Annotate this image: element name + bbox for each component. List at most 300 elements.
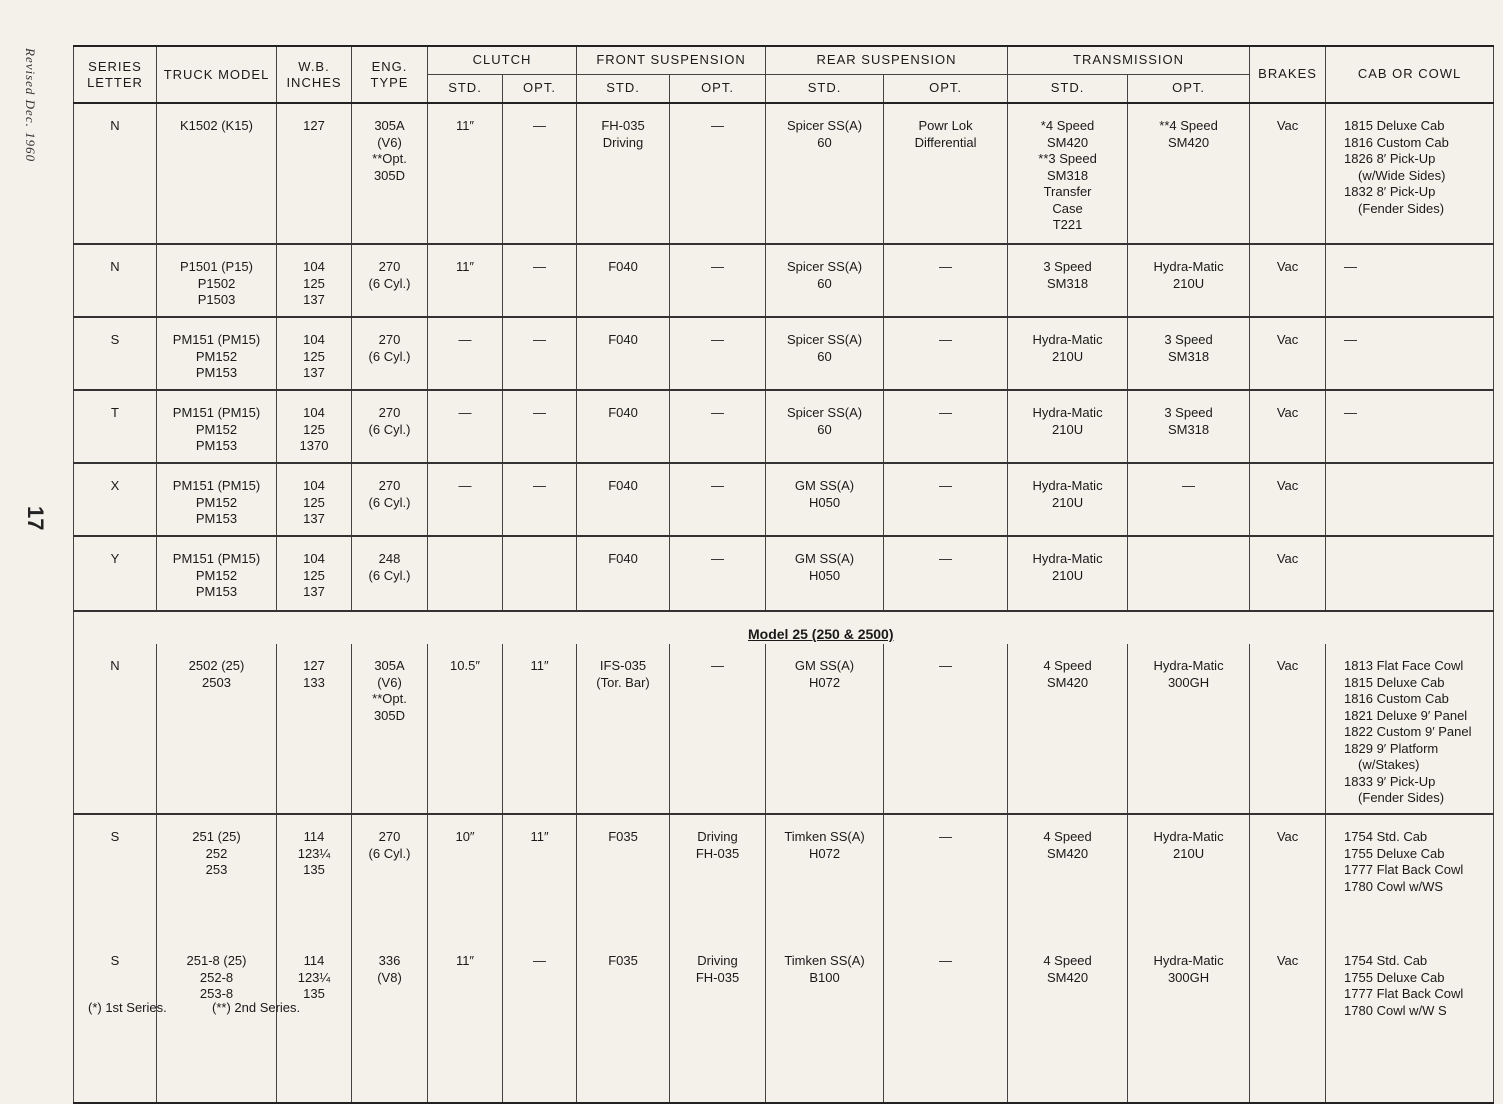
front-suspension-opt-value: —: [711, 405, 725, 420]
clutch-std-value: 11″: [455, 118, 475, 133]
truck-model-line: 251 (25): [192, 829, 241, 844]
cab-or-cowl-line: (Fender Sides): [1358, 200, 1445, 216]
cell-clutch-opt: [503, 644, 577, 814]
engine-type-line: **Opt.: [372, 691, 407, 706]
truck-model-line: 252-8: [199, 969, 234, 985]
cell-transmission-std: [1008, 939, 1128, 1103]
rear-suspension-std-line: Spicer SS(A): [786, 332, 863, 347]
header-clutch-std: STD.: [428, 75, 503, 104]
wheelbase-line: 125: [303, 567, 325, 583]
clutch-opt-value: 11″: [530, 658, 549, 673]
cell-wheelbase: [277, 244, 352, 317]
wheelbase-line: 114: [303, 953, 325, 968]
cell-rear-suspension-std: [766, 644, 884, 814]
series-letter-value: X: [110, 478, 120, 493]
wheelbase-line: 125: [303, 348, 325, 364]
cell-clutch-opt: [503, 814, 577, 939]
transmission-std-line: *4 Speed: [1040, 118, 1095, 133]
transmission-opt-line: Hydra-Matic: [1153, 259, 1224, 274]
rear-suspension-opt-line: —: [939, 551, 953, 566]
table-row: [74, 103, 1494, 244]
cab-or-cowl-line: 1832 8′ Pick-Up: [1344, 184, 1436, 199]
engine-type-line: (6 Cyl.): [368, 845, 411, 861]
header-wb-inches: W.B. INCHES: [277, 46, 352, 103]
transmission-std-line: SM420: [1046, 845, 1089, 861]
brakes-value: Vac: [1276, 259, 1299, 274]
cell-transmission-std: [1008, 317, 1128, 390]
cell-brakes: [1250, 317, 1326, 390]
footnote-second-series: (**) 2nd Series.: [212, 1000, 301, 1015]
cab-or-cowl-line: 1755 Deluxe Cab: [1344, 969, 1445, 985]
front-suspension-std-line: F040: [608, 405, 638, 420]
transmission-opt-line: 3 Speed: [1164, 405, 1213, 420]
cell-clutch-std: [428, 536, 503, 611]
cell-transmission-opt: [1128, 939, 1250, 1103]
page-number: 17: [23, 506, 48, 531]
cell-brakes: [1250, 244, 1326, 317]
cell-wheelbase: [277, 317, 352, 390]
header-clutch: CLUTCH: [428, 46, 577, 75]
header-front-std: STD.: [577, 75, 670, 104]
header-clutch-opt: OPT.: [503, 75, 577, 104]
cell-wheelbase: [277, 536, 352, 611]
cell-truck-model: [157, 536, 277, 611]
cell-clutch-std: [428, 390, 503, 463]
table-row: [74, 244, 1494, 317]
clutch-opt-value: —: [533, 953, 546, 968]
rear-suspension-opt-line: —: [939, 405, 953, 420]
wheelbase-line: 104: [303, 259, 325, 274]
cell-transmission-opt: [1128, 644, 1250, 814]
transmission-opt-line: Hydra-Matic: [1153, 829, 1224, 844]
transmission-std-line: Hydra-Matic: [1032, 332, 1103, 347]
cell-rear-suspension-std: [766, 244, 884, 317]
front-suspension-std-line: F040: [608, 478, 638, 493]
wheelbase-line: 1370: [299, 438, 329, 453]
wheelbase-line: 125: [303, 421, 325, 437]
cell-rear-suspension-opt: [884, 463, 1008, 536]
transmission-std-line: T221: [1052, 217, 1083, 232]
cell-cab-or-cowl: [1326, 463, 1494, 536]
rear-suspension-std-line: 60: [817, 348, 832, 364]
front-suspension-opt-value: —: [711, 478, 725, 493]
brakes-value: Vac: [1276, 551, 1299, 566]
cell-brakes: [1250, 939, 1326, 1103]
rear-suspension-opt-line: —: [939, 259, 953, 274]
cell-clutch-opt: [503, 463, 577, 536]
table-row: [74, 390, 1494, 463]
engine-type-line: (V6): [377, 674, 402, 690]
rear-suspension-std-line: B100: [809, 969, 840, 985]
table-row: [74, 644, 1494, 814]
header-truck-model: TRUCK MODEL: [157, 46, 277, 103]
cell-clutch-std: [428, 103, 503, 244]
truck-model-line: PM152: [195, 567, 238, 583]
wheelbase-line: 104: [303, 405, 325, 420]
cab-or-cowl-line: 1822 Custom 9′ Panel: [1344, 724, 1472, 739]
front-suspension-std-line: Driving: [602, 134, 644, 150]
cell-front-suspension-opt: [670, 103, 766, 244]
cell-engine-type: [352, 103, 428, 244]
cell-transmission-opt: [1128, 317, 1250, 390]
transmission-opt-line: —: [1182, 478, 1196, 493]
wheelbase-line: 123¼: [297, 969, 331, 985]
rear-suspension-std-line: 60: [817, 275, 832, 291]
truck-model-line: PM151 (PM15): [172, 332, 261, 347]
cell-front-suspension-opt: [670, 317, 766, 390]
cell-rear-suspension-std: [766, 463, 884, 536]
wheelbase-line: 127: [303, 118, 325, 133]
wheelbase-line: 125: [303, 275, 325, 291]
rear-suspension-std-line: Spicer SS(A): [786, 259, 863, 274]
clutch-opt-value: —: [533, 405, 546, 420]
rear-suspension-opt-line: Powr Lok: [918, 118, 973, 133]
truck-model-line: PM152: [195, 494, 238, 510]
series-letter-value: S: [110, 953, 120, 968]
transmission-opt-line: SM420: [1167, 134, 1210, 150]
front-suspension-std-line: F035: [608, 953, 638, 968]
wheelbase-line: 114: [303, 829, 325, 844]
transmission-opt-line: Hydra-Matic: [1153, 658, 1224, 673]
engine-type-line: 270: [378, 259, 401, 274]
cell-wheelbase: [277, 644, 352, 814]
cell-transmission-opt: [1128, 814, 1250, 939]
cell-series-letter: [74, 317, 157, 390]
transmission-std-line: SM420: [1046, 134, 1089, 150]
rear-suspension-opt-line: —: [939, 829, 953, 844]
front-suspension-opt-value: Driving FH-035: [695, 953, 740, 985]
transmission-std-line: 4 Speed: [1043, 829, 1092, 844]
cell-clutch-std: [428, 814, 503, 939]
truck-model-line: 2502 (25): [188, 658, 245, 673]
clutch-std-value: 11″: [455, 259, 475, 274]
rear-suspension-std-line: H072: [808, 674, 841, 690]
truck-model-line: P1501 (P15): [180, 259, 253, 274]
brakes-value: Vac: [1276, 332, 1299, 347]
cell-series-letter: [74, 536, 157, 611]
header-front-suspension: FRONT SUSPENSION: [577, 46, 766, 75]
brakes-value: Vac: [1276, 658, 1299, 673]
cell-front-suspension-opt: [670, 536, 766, 611]
cell-engine-type: [352, 317, 428, 390]
cab-or-cowl-line: 1754 Std. Cab: [1344, 953, 1428, 968]
cell-rear-suspension-std: [766, 814, 884, 939]
cell-truck-model: [157, 939, 277, 1103]
cell-wheelbase: [277, 390, 352, 463]
cab-or-cowl-line: 1821 Deluxe 9′ Panel: [1344, 707, 1468, 723]
cell-wheelbase: [277, 814, 352, 939]
front-suspension-opt-value: —: [711, 259, 725, 274]
cell-engine-type: [352, 463, 428, 536]
cell-front-suspension-opt: [670, 644, 766, 814]
cell-truck-model: [157, 244, 277, 317]
transmission-opt-line: 210U: [1173, 275, 1205, 291]
clutch-opt-value: —: [533, 118, 546, 133]
engine-type-line: (6 Cyl.): [368, 348, 411, 364]
truck-model-line: PM153: [195, 365, 238, 380]
header-brakes: BRAKES: [1250, 46, 1326, 103]
engine-type-line: 248: [378, 551, 401, 566]
cell-clutch-opt: [503, 244, 577, 317]
truck-model-line: 252: [205, 845, 228, 861]
series-letter-value: Y: [110, 551, 120, 566]
rear-suspension-std-line: H072: [808, 845, 841, 861]
rear-suspension-opt-line: —: [939, 478, 953, 493]
cell-front-suspension-std: [577, 244, 670, 317]
cell-cab-or-cowl: [1326, 317, 1494, 390]
cab-or-cowl-line: 1754 Std. Cab: [1344, 829, 1428, 844]
cab-or-cowl-line: —: [1344, 332, 1358, 347]
cell-cab-or-cowl: [1326, 244, 1494, 317]
header-row-top: [74, 46, 1494, 75]
cell-truck-model: [157, 814, 277, 939]
wheelbase-line: 127: [303, 658, 325, 673]
truck-model-line: 253: [205, 862, 228, 877]
cell-front-suspension-opt: [670, 390, 766, 463]
cell-engine-type: [352, 814, 428, 939]
table-body: [74, 103, 1494, 1103]
header-series-letter: SERIES LETTER: [74, 46, 157, 103]
cell-front-suspension-std: [577, 390, 670, 463]
header-cab-or-cowl: CAB OR COWL: [1326, 46, 1494, 103]
front-suspension-std-line: F040: [608, 332, 638, 347]
cell-truck-model: [157, 317, 277, 390]
rear-suspension-std-line: 60: [817, 134, 832, 150]
transmission-std-line: 210U: [1052, 348, 1084, 364]
cab-or-cowl-line: —: [1344, 259, 1358, 274]
truck-model-line: PM152: [195, 421, 238, 437]
engine-type-line: (V6): [377, 134, 402, 150]
header-rear-opt: OPT.: [884, 75, 1008, 104]
engine-type-line: 305A: [374, 118, 405, 133]
front-suspension-opt-value: —: [711, 658, 725, 673]
rear-suspension-std-line: GM SS(A): [794, 551, 855, 566]
cell-rear-suspension-std: [766, 103, 884, 244]
cell-transmission-std: [1008, 463, 1128, 536]
header-trans-std: STD.: [1008, 75, 1128, 104]
engine-type-line: (6 Cyl.): [368, 421, 411, 437]
cell-clutch-opt: [503, 317, 577, 390]
engine-type-line: 305D: [373, 707, 406, 723]
transmission-std-line: 4 Speed: [1043, 953, 1092, 968]
brakes-value: Vac: [1276, 829, 1299, 844]
brakes-value: Vac: [1276, 405, 1299, 420]
cell-front-suspension-opt: [670, 939, 766, 1103]
transmission-std-line: Hydra-Matic: [1032, 405, 1103, 420]
transmission-std-line: 210U: [1052, 494, 1084, 510]
cell-wheelbase: [277, 103, 352, 244]
wheelbase-line: 104: [303, 478, 325, 493]
cell-series-letter: [74, 814, 157, 939]
engine-type-line: (6 Cyl.): [368, 567, 411, 583]
cell-rear-suspension-std: [766, 939, 884, 1103]
series-letter-value: S: [110, 829, 120, 844]
table-row: [74, 536, 1494, 611]
engine-type-line: 336: [378, 953, 401, 968]
model-banner-row: [74, 611, 1494, 644]
clutch-std-value: 11″: [455, 953, 475, 968]
transmission-std-line: SM420: [1046, 969, 1089, 985]
cell-brakes: [1250, 103, 1326, 244]
front-suspension-std-line: FH-035: [601, 118, 645, 133]
cell-series-letter: [74, 103, 157, 244]
wheelbase-line: 133: [303, 674, 325, 690]
cell-engine-type: [352, 390, 428, 463]
rear-suspension-opt-line: —: [939, 332, 953, 347]
cell-clutch-std: [428, 463, 503, 536]
cell-clutch-opt: [503, 536, 577, 611]
header-eng-type: ENG. TYPE: [352, 46, 428, 103]
truck-model-line: PM151 (PM15): [172, 405, 261, 420]
cell-transmission-opt: [1128, 244, 1250, 317]
cell-engine-type: [352, 536, 428, 611]
wheelbase-line: 137: [303, 511, 325, 526]
transmission-std-line: SM318: [1046, 167, 1089, 183]
rear-suspension-opt-line: —: [939, 658, 953, 673]
cell-cab-or-cowl: [1326, 103, 1494, 244]
cell-front-suspension-std: [577, 536, 670, 611]
clutch-std-value: —: [458, 332, 472, 347]
front-suspension-std-line: F040: [608, 551, 638, 566]
transmission-std-line: 210U: [1052, 567, 1084, 583]
header-rear-suspension: REAR SUSPENSION: [766, 46, 1008, 75]
series-letter-value: S: [110, 332, 120, 347]
transmission-std-line: 210U: [1052, 421, 1084, 437]
truck-model-line: K1502 (K15): [180, 118, 253, 133]
front-suspension-opt-value: Driving FH-035: [695, 829, 740, 861]
revised-date-note: Revised Dec. 1960: [23, 48, 38, 163]
cell-wheelbase: [277, 939, 352, 1103]
engine-type-line: 270: [378, 332, 401, 347]
cell-wheelbase: [277, 463, 352, 536]
truck-model-line: 253-8: [199, 986, 234, 1001]
clutch-std-value: 10.5″: [450, 658, 480, 673]
cell-cab-or-cowl: [1326, 814, 1494, 939]
cell-transmission-std: [1008, 103, 1128, 244]
wheelbase-line: 104: [303, 551, 325, 566]
engine-type-line: (V8): [377, 969, 402, 985]
cell-rear-suspension-std: [766, 317, 884, 390]
cab-or-cowl-line: 1777 Flat Back Cowl: [1344, 986, 1464, 1001]
series-letter-value: N: [110, 118, 120, 133]
series-letter-value: T: [111, 405, 119, 420]
cell-front-suspension-std: [577, 814, 670, 939]
transmission-std-line: SM420: [1046, 674, 1089, 690]
cell-cab-or-cowl: [1326, 939, 1494, 1103]
model-banner-title: Model 25 (250 & 2500): [742, 626, 900, 643]
cell-clutch-opt: [503, 390, 577, 463]
cell-rear-suspension-std: [766, 390, 884, 463]
wheelbase-line: 137: [303, 365, 325, 380]
cell-transmission-opt: [1128, 103, 1250, 244]
cell-series-letter: [74, 939, 157, 1103]
cell-transmission-opt: [1128, 390, 1250, 463]
series-letter-value: N: [110, 658, 120, 673]
rear-suspension-std-line: GM SS(A): [794, 658, 855, 673]
cell-rear-suspension-opt: [884, 244, 1008, 317]
front-suspension-std-line: F040: [608, 259, 638, 274]
cell-front-suspension-std: [577, 644, 670, 814]
cell-transmission-std: [1008, 536, 1128, 611]
cell-front-suspension-opt: [670, 463, 766, 536]
series-letter-value: N: [110, 259, 120, 274]
engine-type-line: (6 Cyl.): [368, 494, 411, 510]
cell-transmission-opt: [1128, 536, 1250, 611]
rear-suspension-std-line: H050: [808, 494, 841, 510]
brakes-value: Vac: [1276, 478, 1299, 493]
header-transmission: TRANSMISSION: [1008, 46, 1250, 75]
clutch-opt-value: —: [533, 478, 546, 493]
cell-series-letter: [74, 244, 157, 317]
header-front-opt: OPT.: [670, 75, 766, 104]
clutch-std-value: —: [458, 405, 472, 420]
engine-type-line: 305A: [374, 658, 405, 673]
cell-rear-suspension-opt: [884, 814, 1008, 939]
cell-cab-or-cowl: [1326, 390, 1494, 463]
truck-model-line: 251-8 (25): [186, 953, 247, 968]
wheelbase-line: 123¼: [297, 845, 331, 861]
cell-clutch-std: [428, 939, 503, 1103]
rear-suspension-std-line: Timken SS(A): [784, 829, 865, 844]
cell-front-suspension-opt: [670, 244, 766, 317]
rear-suspension-std-line: 60: [817, 421, 832, 437]
table-row: [74, 463, 1494, 536]
cab-or-cowl-line: (w/Wide Sides): [1358, 167, 1446, 183]
transmission-opt-line: 300GH: [1167, 969, 1210, 985]
transmission-std-line: Hydra-Matic: [1032, 478, 1103, 493]
transmission-opt-line: SM318: [1167, 348, 1210, 364]
cell-truck-model: [157, 644, 277, 814]
cab-or-cowl-line: 1813 Flat Face Cowl: [1344, 658, 1464, 673]
engine-type-line: 270: [378, 478, 401, 493]
wheelbase-line: 137: [303, 584, 325, 599]
engine-type-line: 270: [378, 829, 401, 844]
cell-series-letter: [74, 463, 157, 536]
cell-front-suspension-std: [577, 939, 670, 1103]
cell-transmission-std: [1008, 644, 1128, 814]
cell-engine-type: [352, 244, 428, 317]
transmission-opt-line: 3 Speed: [1164, 332, 1213, 347]
cell-transmission-std: [1008, 244, 1128, 317]
cell-clutch-std: [428, 644, 503, 814]
table-row: [74, 317, 1494, 390]
table-row: [74, 814, 1494, 939]
cell-rear-suspension-opt: [884, 390, 1008, 463]
truck-spec-table: [73, 45, 1494, 1104]
cell-front-suspension-std: [577, 463, 670, 536]
truck-model-line: P1503: [197, 292, 236, 307]
transmission-std-line: Hydra-Matic: [1032, 551, 1103, 566]
front-suspension-opt-value: —: [711, 332, 725, 347]
engine-type-line: 305D: [373, 167, 406, 183]
cab-or-cowl-line: 1780 Cowl w/W S: [1344, 1002, 1447, 1018]
cell-clutch-opt: [503, 103, 577, 244]
truck-model-line: PM151 (PM15): [172, 551, 261, 566]
transmission-std-line: 3 Speed: [1043, 259, 1092, 274]
cell-brakes: [1250, 463, 1326, 536]
cell-brakes: [1250, 644, 1326, 814]
clutch-std-value: 10″: [455, 829, 475, 844]
transmission-opt-line: 300GH: [1167, 674, 1210, 690]
transmission-opt-line: **4 Speed: [1159, 118, 1218, 133]
cab-or-cowl-line: 1829 9′ Platform: [1344, 740, 1439, 756]
rear-suspension-opt-line: —: [939, 953, 953, 968]
header-trans-opt: OPT.: [1128, 75, 1250, 104]
cab-or-cowl-line: 1816 Custom Cab: [1344, 134, 1449, 150]
clutch-std-value: —: [458, 478, 472, 493]
cell-brakes: [1250, 536, 1326, 611]
cell-engine-type: [352, 939, 428, 1103]
